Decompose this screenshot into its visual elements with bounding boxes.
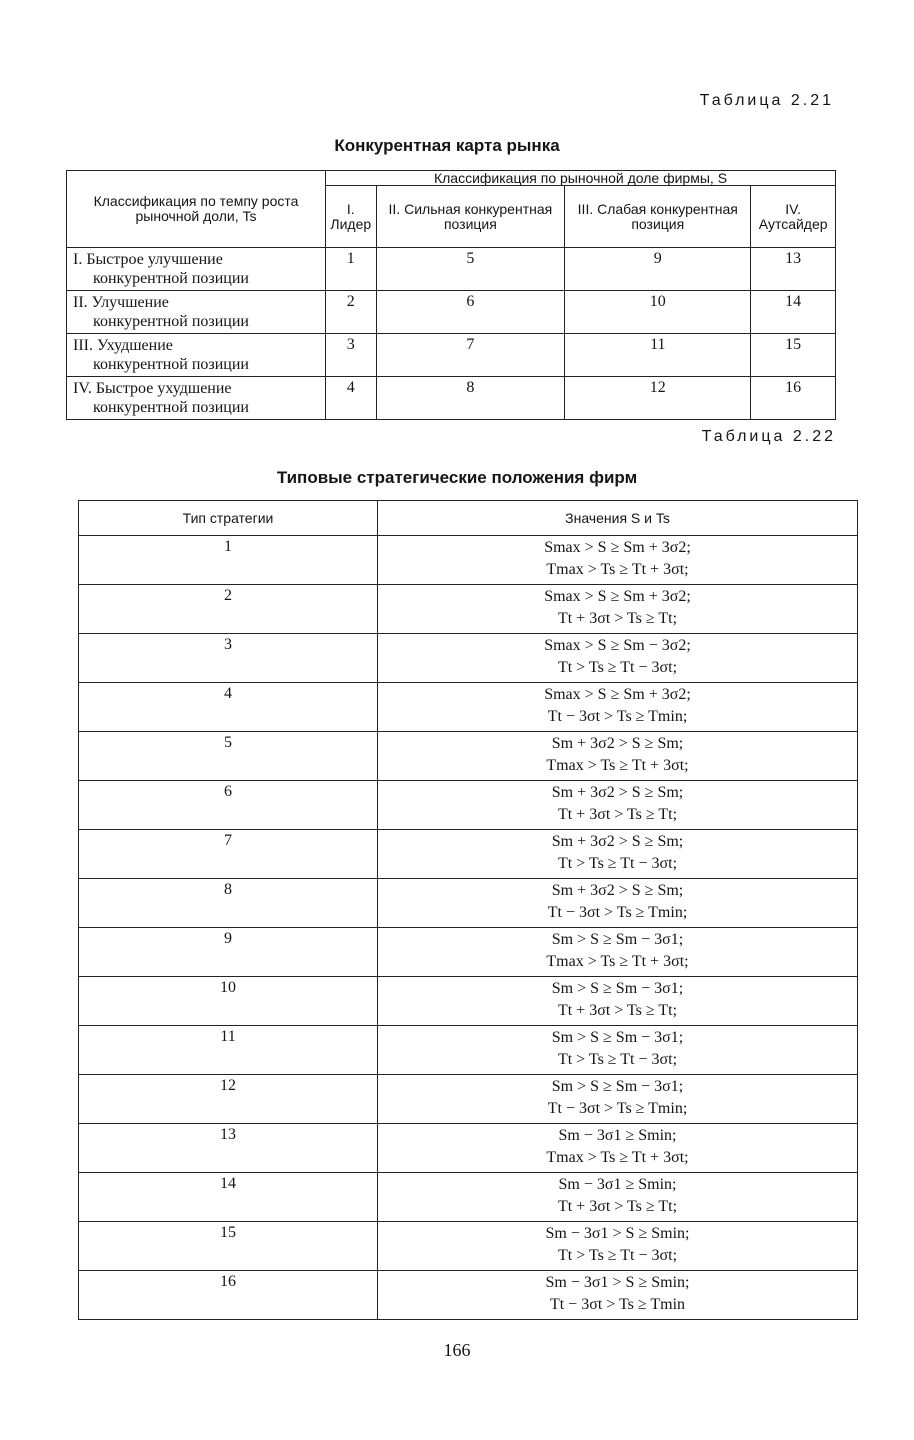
table-row [79,634,858,683]
strategy-type-cell: 12 [79,1075,378,1124]
strategy-positions-table [78,500,858,1320]
table-row [79,1124,858,1173]
table-cell: 14 [751,291,836,334]
row-label-line1: IV. Быстрое ухудшение [73,380,232,397]
row-label [67,334,326,377]
condition-ts: Tt + 3σt > Ts ≥ Tt; [557,806,678,823]
table-cell: 13 [751,248,836,291]
strategy-type-cell: 13 [79,1124,378,1173]
group-header: Классификация по рыночной доле фирмы, S [326,171,836,186]
row-label-line2: конкурентной позиции [93,313,249,330]
condition-ts: Tt > Ts ≥ Tt − 3σt; [557,855,678,872]
table-cell: 1 [326,248,377,291]
condition-s: Sm − 3σ1 ≥ Smin; [558,1176,677,1193]
values-cell [378,928,858,977]
condition-s: Sm > S ≥ Sm − 3σ1; [551,1078,684,1095]
strategy-type-cell: 9 [79,928,378,977]
condition-s: Sm − 3σ1 > S ≥ Smin; [545,1274,690,1291]
strategy-type-cell: 8 [79,879,378,928]
column-header-values: Значения S и Ts [378,501,858,536]
strategy-type-cell: 2 [79,585,378,634]
strategy-type-cell: 15 [79,1222,378,1271]
table-2-21-title: Конкурентная карта рынка [334,136,560,155]
row-label-line2: конкурентной позиции [93,270,249,287]
row-label [67,377,326,420]
column-header: III. Слабая конкурентная позиция [565,186,751,248]
condition-ts: Tt > Ts ≥ Tt − 3σt; [557,659,678,676]
condition-ts: Tt + 3σt > Ts ≥ Tt; [557,1002,678,1019]
values-cell [378,1271,858,1320]
row-label-line1: III. Ухудшение [73,337,173,354]
row-label-line2: конкурентной позиции [93,356,249,373]
condition-s: Smax > S ≥ Sm − 3σ2; [544,637,691,654]
table-row [79,1075,858,1124]
table-row [79,732,858,781]
table-row [79,928,858,977]
table-row [79,1222,858,1271]
table-2-22-title: Типовые стратегические положения фирм [276,468,638,487]
table-row [67,248,836,291]
condition-s: Smax > S ≥ Sm + 3σ2; [544,588,691,605]
values-cell [378,1075,858,1124]
table-row [79,1173,858,1222]
condition-ts: Tt − 3σt > Ts ≥ Tmin; [547,708,688,725]
values-cell [378,634,858,683]
table-row [79,781,858,830]
condition-ts: Tmax > Ts ≥ Tt + 3σt; [546,953,689,970]
table-row [67,377,836,420]
column-header: I. Лидер [326,186,377,248]
table-2-21-label: Таблица 2.21 [699,92,834,109]
values-cell [378,1222,858,1271]
table-row [79,1026,858,1075]
row-label-line1: II. Улучшение [73,294,169,311]
strategy-type-cell: 16 [79,1271,378,1320]
table-cell: 8 [376,377,565,420]
table-cell: 6 [376,291,565,334]
strategy-type-cell: 1 [79,536,378,585]
condition-s: Sm > S ≥ Sm − 3σ1; [551,980,684,997]
table-cell: 5 [376,248,565,291]
condition-s: Smax > S ≥ Sm + 3σ2; [544,686,691,703]
table-cell: 2 [326,291,377,334]
values-cell [378,781,858,830]
strategy-type-cell: 10 [79,977,378,1026]
table-cell: 7 [376,334,565,377]
strategy-type-cell: 14 [79,1173,378,1222]
values-cell [378,1173,858,1222]
condition-ts: Tt − 3σt > Ts ≥ Tmin [549,1296,686,1313]
table-row [79,830,858,879]
values-cell [378,732,858,781]
values-cell [378,977,858,1026]
table-cell: 15 [751,334,836,377]
condition-ts: Tmax > Ts ≥ Tt + 3σt; [546,757,689,774]
condition-s: Smax > S ≥ Sm + 3σ2; [544,539,691,556]
condition-s: Sm + 3σ2 > S ≥ Sm; [551,833,684,850]
table-cell: 4 [326,377,377,420]
table-row [79,585,858,634]
strategy-type-cell: 5 [79,732,378,781]
strategy-type-cell: 4 [79,683,378,732]
condition-s: Sm > S ≥ Sm − 3σ1; [551,931,684,948]
column-header-strategy-type: Тип стратегии [79,501,378,536]
condition-s: Sm + 3σ2 > S ≥ Sm; [551,735,684,752]
condition-ts: Tt − 3σt > Ts ≥ Tmin; [547,1100,688,1117]
column-header: IV. Аутсайдер [751,186,836,248]
values-cell [378,1124,858,1173]
table-cell: 11 [565,334,751,377]
condition-s: Sm − 3σ1 ≥ Smin; [558,1127,677,1144]
row-label [67,291,326,334]
column-header: II. Сильная конкурентная позиция [376,186,565,248]
row-label-line1: I. Быстрое улучшение [73,251,223,268]
strategy-type-cell: 7 [79,830,378,879]
condition-ts: Tt − 3σt > Ts ≥ Tmin; [547,904,688,921]
table-row [79,977,858,1026]
condition-ts: Tt + 3σt > Ts ≥ Tt; [557,610,678,627]
condition-ts: Tt > Ts ≥ Tt − 3σt; [557,1051,678,1068]
strategy-type-cell: 3 [79,634,378,683]
condition-ts: Tmax > Ts ≥ Tt + 3σt; [546,561,689,578]
condition-ts: Tmax > Ts ≥ Tt + 3σt; [546,1149,689,1166]
condition-s: Sm − 3σ1 > S ≥ Smin; [545,1225,690,1242]
table-row [79,879,858,928]
row-label-line2: конкурентной позиции [93,399,249,416]
table-row [79,1271,858,1320]
competitive-map-table [66,170,836,420]
strategy-type-cell: 11 [79,1026,378,1075]
table-cell: 3 [326,334,377,377]
values-cell [378,536,858,585]
table-row [67,291,836,334]
table-cell: 10 [565,291,751,334]
values-cell [378,879,858,928]
table-row [79,536,858,585]
values-cell [378,830,858,879]
table-cell: 16 [751,377,836,420]
page-number: 166 [443,1340,471,1360]
condition-ts: Tt > Ts ≥ Tt − 3σt; [557,1247,678,1264]
condition-s: Sm + 3σ2 > S ≥ Sm; [551,784,684,801]
condition-s: Sm > S ≥ Sm − 3σ1; [551,1029,684,1046]
corner-header: Классификация по темпу роста рыночной доли, Ts [67,171,326,248]
strategy-type-cell: 6 [79,781,378,830]
values-cell [378,1026,858,1075]
row-label [67,248,326,291]
table-row [79,683,858,732]
table-row [67,334,836,377]
condition-ts: Tt + 3σt > Ts ≥ Tt; [557,1198,678,1215]
table-2-22-label: Таблица 2.22 [701,428,836,445]
condition-s: Sm + 3σ2 > S ≥ Sm; [551,882,684,899]
values-cell [378,585,858,634]
table-cell: 9 [565,248,751,291]
values-cell [378,683,858,732]
table-cell: 12 [565,377,751,420]
